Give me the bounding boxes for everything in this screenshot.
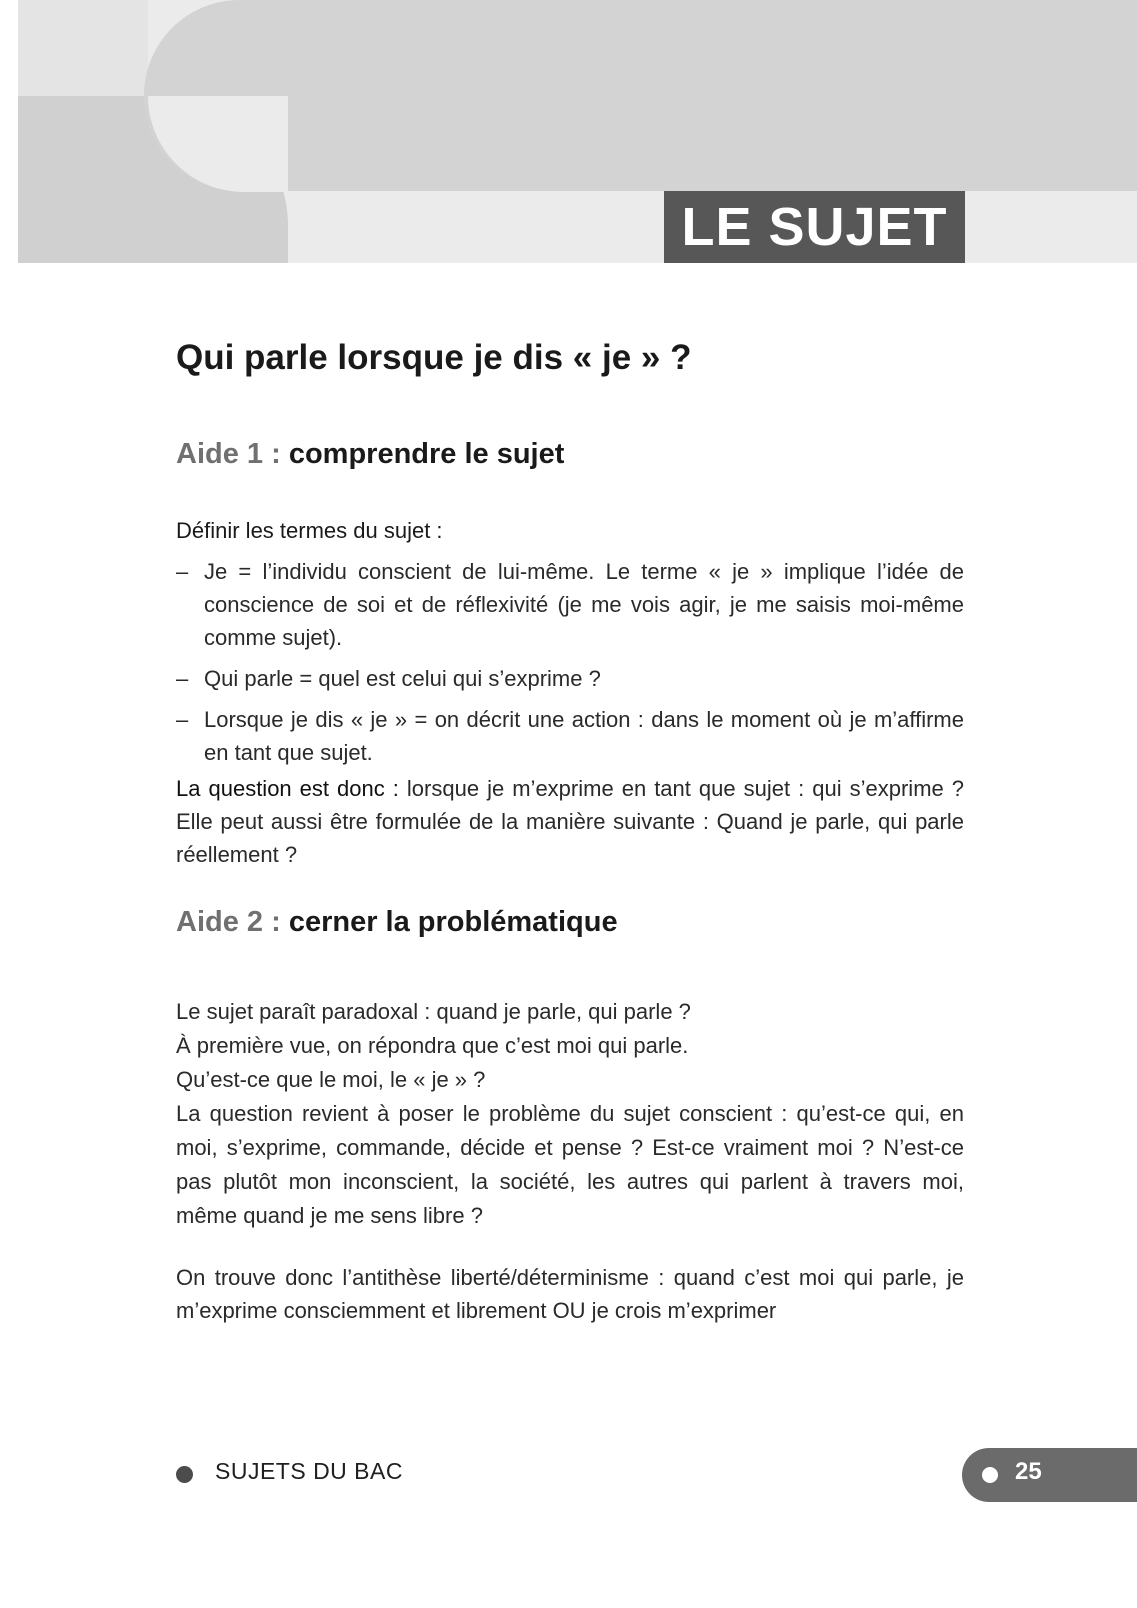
bullet-dot-icon — [982, 1467, 998, 1483]
body-line: À première vue, on répondra que c’est moi qui parle. — [176, 1033, 689, 1058]
aide-1-intro: Définir les termes du sujet : — [176, 518, 443, 543]
aide-1-conclusion — [176, 772, 964, 871]
conclusion-lead: La question est donc : — [176, 776, 399, 801]
body-paragraph: La question revient à poser le problème du sujet conscient : qu’est-ce qui, en moi, s’exprime, commande, décide et pense ? Est-ce vraiment moi ? N’est-ce pas plutôt mon inconscient, la société, les autres qui parlent à travers moi, même quand je me sens libre ? — [176, 1101, 964, 1228]
list-item: – Qui parle = quel est celui qui s’exprime ? — [176, 662, 964, 695]
definitions-list — [176, 555, 964, 777]
body-line: Qu’est-ce que le moi, le « je » ? — [176, 1067, 486, 1092]
page-number: 25 — [1015, 1458, 1042, 1485]
aide-2-heading — [176, 906, 618, 939]
header-shape — [18, 0, 148, 96]
list-item: – Je = l’individu conscient de lui-même. Le terme « je » implique l’idée de conscience de soi et de réflexivité (je me vois agir, je me saisis moi-même comme sujet). — [176, 555, 964, 654]
page-number-tab — [962, 1448, 1137, 1502]
header-shape — [144, 0, 1137, 191]
body-line: Le sujet paraît paradoxal : quand je parle, qui parle ? — [176, 999, 691, 1024]
question-title: Qui parle lorsque je dis « je » ? — [176, 338, 692, 377]
footer-section-label: SUJETS DU BAC — [215, 1458, 403, 1484]
aide-2-body — [176, 995, 964, 1233]
aide-1-heading — [176, 438, 564, 471]
aide-2-title: cerner la problématique — [288, 906, 618, 938]
aide-2-label: Aide 2 : — [176, 906, 281, 938]
bullet-dot-icon — [176, 1466, 193, 1483]
aide-1-label: Aide 1 : — [176, 438, 281, 470]
chapter-title: LE SUJET — [664, 191, 965, 263]
list-item: – Lorsque je dis « je » = on décrit une action : dans le moment où je m’affirme en tant que sujet. — [176, 703, 964, 769]
aide-2-paragraph-2: On trouve donc l’antithèse liberté/déterminisme : quand c’est moi qui parle, je m’exprime consciemment et librement OU je crois m’exprimer — [176, 1265, 964, 1323]
header-banner — [18, 0, 1137, 263]
conclusion-text: lorsque je m’exprime en tant que sujet : qui s’exprime ? Elle peut aussi être formulée de la manière suivante : Quand je parle, qui parle réellement ? — [176, 776, 965, 867]
aide-1-title: comprendre le sujet — [288, 438, 565, 470]
